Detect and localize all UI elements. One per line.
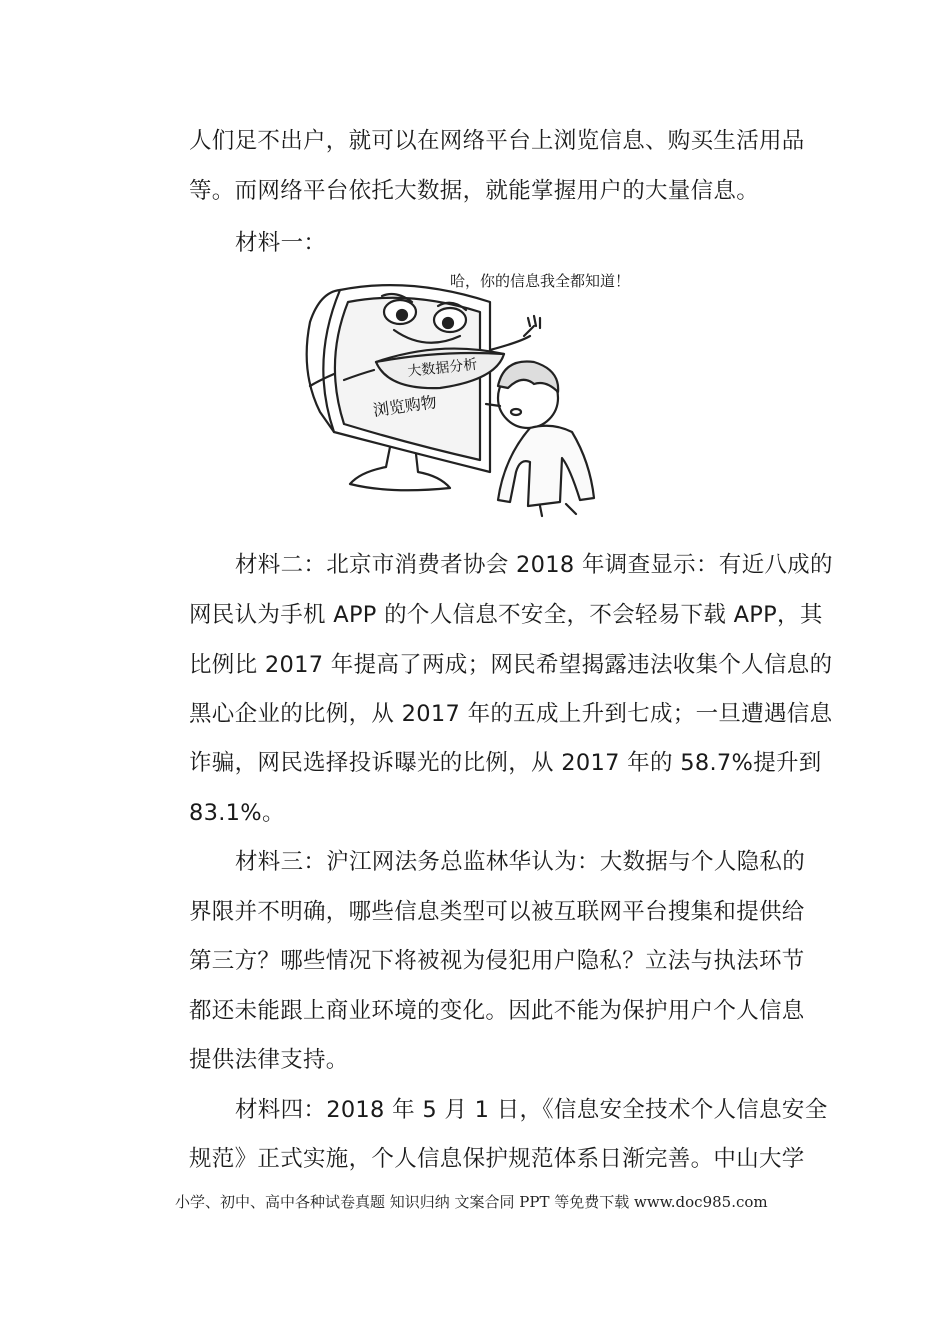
material3-line-1: 材料三：沪江网法务总监林华认为：大数据与个人隐私的 — [235, 849, 806, 875]
material2-line-1: 材料二：北京市消费者协会 2018 年调查显示：有近八成的 — [235, 552, 833, 578]
material3-line-3: 第三方？哪些情况下将被视为侵犯用户隐私？立法与执法环节 — [189, 948, 805, 974]
material2-line-4: 黑心企业的比例，从 2017 年的五成上升到七成；一旦遭遇信息 — [189, 701, 833, 727]
material4-line-2: 规范》正式实施，个人信息保护规范体系日渐完善。中山大学 — [189, 1146, 805, 1172]
material2-line-2: 网民认为手机 APP 的个人信息不安全，不会轻易下载 APP，其 — [189, 602, 823, 628]
material3-line-4: 都还未能跟上商业环境的变化。因此不能为保护用户个人信息 — [189, 998, 805, 1024]
bowl-label: 大数据分析 — [406, 356, 479, 380]
material2-line-5: 诈骗，网民选择投诉曝光的比例，从 2017 年的 58.7%提升到 — [189, 750, 822, 776]
intro-line-2: 等。而网络平台依托大数据，就能掌握用户的大量信息。 — [189, 178, 760, 204]
material4-line-1: 材料四：2018 年 5 月 1 日，《信息安全技术个人信息安全 — [235, 1097, 828, 1123]
material3-line-2: 界限并不明确，哪些信息类型可以被互联网平台搜集和提供给 — [189, 899, 805, 925]
intro-line-1: 人们足不出户，就可以在网络平台上浏览信息、购买生活用品 — [189, 128, 805, 154]
screen-label: 浏览购物 — [371, 392, 438, 420]
material2-line-3: 比例比 2017 年提高了两成；网民希望揭露违法收集个人信息的 — [189, 652, 833, 678]
material2-line-6: 83.1%。 — [189, 800, 285, 826]
material1-label: 材料一： — [235, 230, 327, 256]
footer-text: 小学、初中、高中各种试卷真题 知识归纳 文案合同 PPT 等免费下载 www.doc985.com — [175, 1193, 768, 1211]
speech-bubble-text: 哈，你的信息我全都知道！ — [450, 272, 631, 290]
big-data-cartoon — [290, 262, 670, 524]
material3-line-5: 提供法律支持。 — [189, 1047, 349, 1073]
